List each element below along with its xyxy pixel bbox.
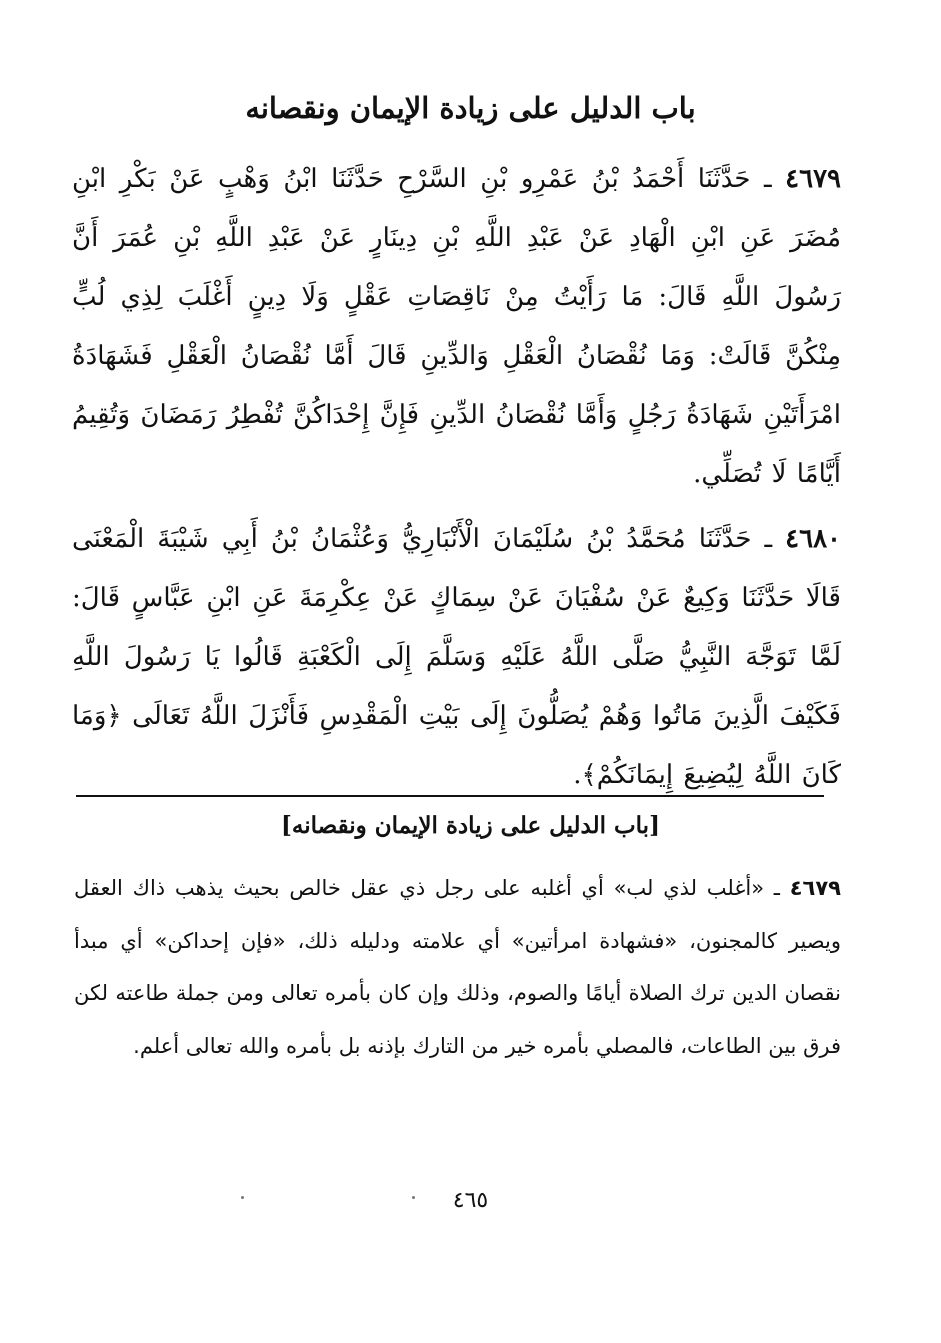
hadith-number: ٤٦٧٩ bbox=[785, 164, 842, 194]
hadith-paragraph bbox=[72, 150, 841, 504]
commentary-number: ٤٦٧٩ bbox=[789, 876, 842, 900]
hadith-number: ٤٦٨٠ bbox=[785, 524, 842, 554]
commentary-section bbox=[74, 862, 841, 1072]
scan-speck bbox=[412, 1196, 415, 1199]
commentary-title: [باب الدليل على زيادة الإيمان ونقصانه] bbox=[281, 812, 660, 839]
hadith-text: ـ حَدَّثَنَا أَحْمَدُ بْنُ عَمْرِو بْنِ السَّرْحِ حَدَّثَنَا ابْنُ وَهْبٍ عَنْ بَكْرِ ابْنِ مُضَرَ عَنِ ابْنِ الْهَادِ عَنْ عَبْدِ اللَّهِ بْنِ دِينَارٍ عَنْ عَبْدِ اللَّهِ بْنِ عُمَرَ أَنَّ رَسُولَ اللَّهِ قَالَ: مَا رَأَيْتُ مِنْ نَاقِصَاتِ عَقْلٍ وَلَا دِينٍ أَغْلَبَ لِذِي لُبٍّ مِنْكُنَّ قَالَتْ: وَمَا نُقْصَانُ الْعَقْلِ وَالدِّينِ قَالَ أَمَّا نُقْصَانُ الْعَقْلِ فَشَهَادَةُ امْرَأَتَيْنِ شَهَادَةُ رَجُلٍ وَأَمَّا نُقْصَانُ الدِّينِ فَإِنَّ إِحْدَاكُنَّ تُفْطِرُ رَمَضَانَ وَتُقِيمُ أَيَّامًا لَا تُصَلِّي. bbox=[72, 164, 841, 489]
footnote-divider bbox=[76, 795, 824, 797]
commentary-text: ـ «أغلب لذي لب» أي أغلبه على رجل ذي عقل خالص بحيث يذهب ذاك العقل ويصير كالمجنون، «فشهادة امرأتين» أي علامته ودليله ذلك، «فإن إحداكن» أي مبدأ نقصان الدين ترك الصلاة أيامًا والصوم، وذلك وإن كان بأمره تعالى ومن جملة طاعته لكن فرق بين الطاعات، فالمصلي بأمره خير من التارك بإذنه بل بأمره والله تعالى أعلم. bbox=[74, 876, 841, 1058]
hadith-section bbox=[72, 150, 841, 805]
chapter-title: باب الدليل على زيادة الإيمان ونقصانه bbox=[245, 91, 696, 125]
hadith-paragraph bbox=[72, 510, 841, 805]
scan-speck bbox=[241, 1196, 244, 1199]
hadith-text: ـ حَدَّثَنَا مُحَمَّدُ بْنُ سُلَيْمَانَ الْأَنْبَارِيُّ وَعُثْمَانُ بْنُ أَبِي شَيْبَةَ الْمَعْنَى قَالَا حَدَّثَنَا وَكِيعٌ عَنْ سُفْيَانَ عَنْ سِمَاكٍ عَنْ عِكْرِمَةَ عَنِ ابْنِ عَبَّاسٍ قَالَ: لَمَّا تَوَجَّهَ النَّبِيُّ صَلَّى اللَّهُ عَلَيْهِ وَسَلَّمَ إِلَى الْكَعْبَةِ قَالُوا يَا رَسُولَ اللَّهِ فَكَيْفَ الَّذِينَ مَاتُوا وَهُمْ يُصَلُّونَ إِلَى بَيْتِ الْمَقْدِسِ فَأَنْزَلَ اللَّهُ تَعَالَى ﴿وَمَا كَانَ اللَّهُ لِيُضِيعَ إِيمَانَكُمْ﴾. bbox=[72, 524, 841, 790]
page-number: ٤٦٥ bbox=[452, 1188, 489, 1213]
commentary-paragraph bbox=[74, 862, 841, 1072]
